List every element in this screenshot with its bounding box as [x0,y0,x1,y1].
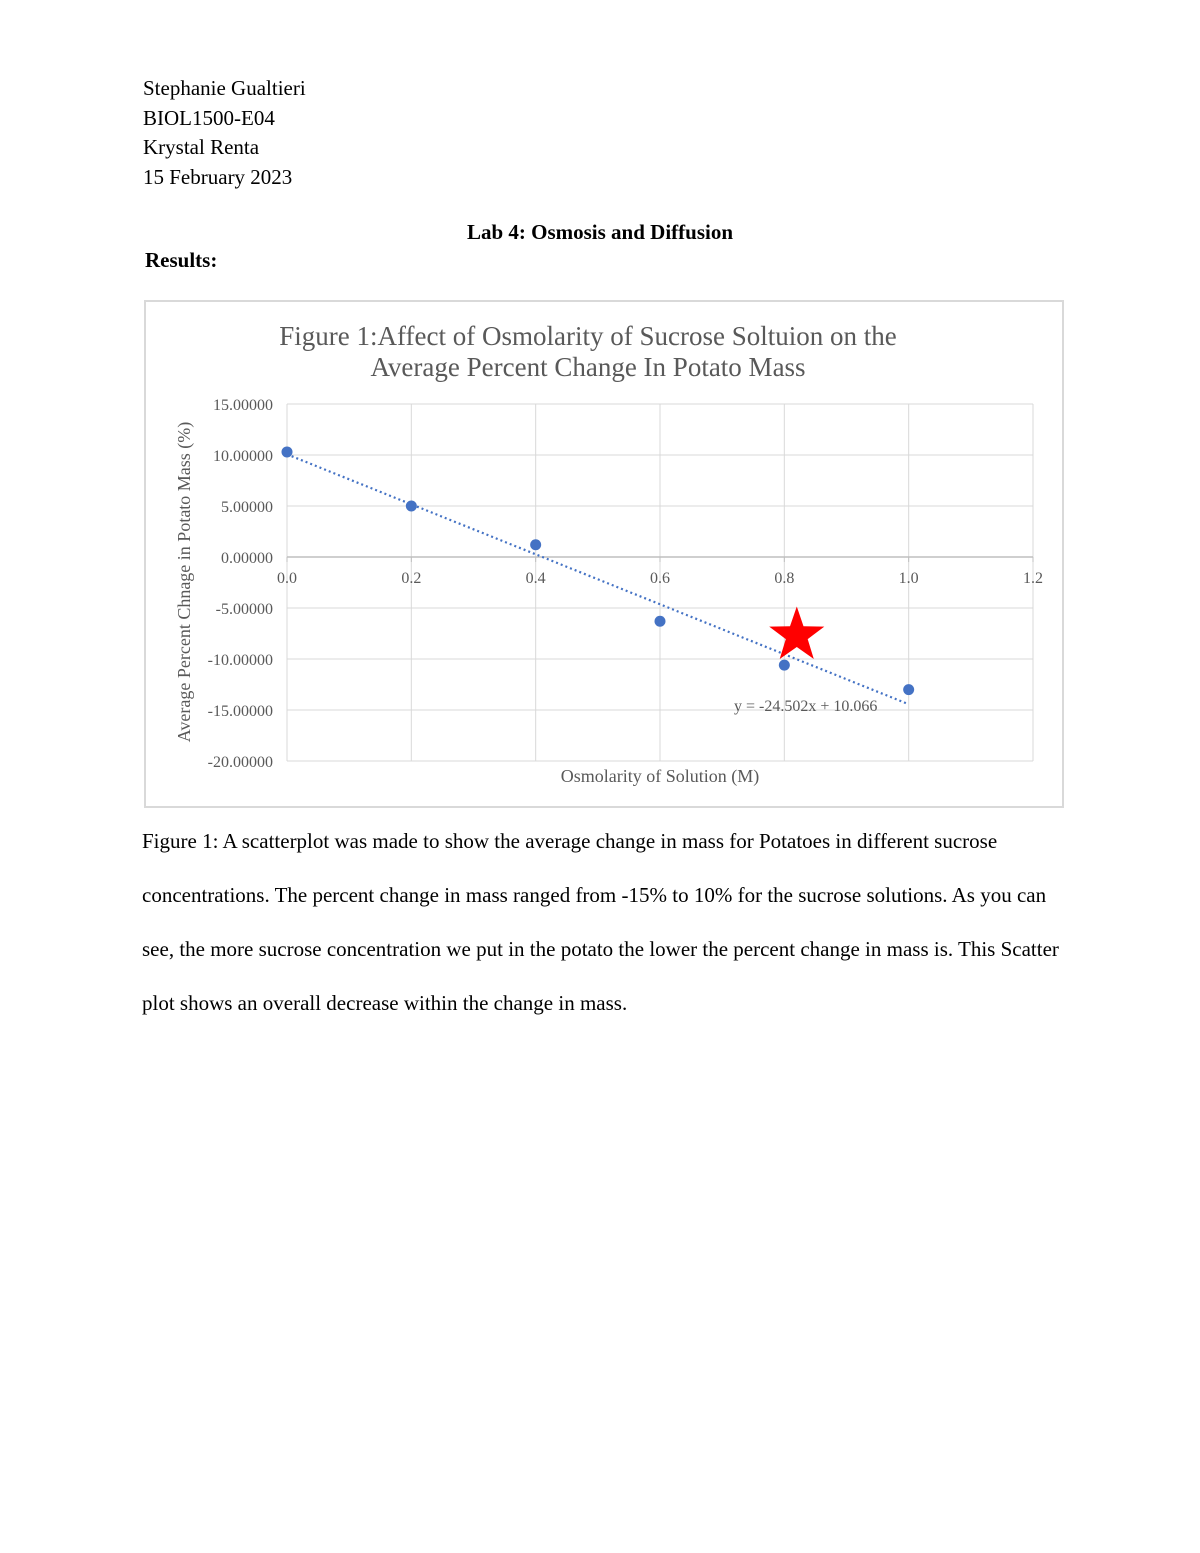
author-name: Stephanie Gualtieri [143,76,306,100]
x-tick-label: 0.0 [277,570,297,587]
instructor-name: Krystal Renta [143,135,260,159]
data-point [530,539,541,550]
chart-axes [208,397,1043,771]
trendline [287,454,909,704]
y-axis-label: Average Percent Chnage in Potato Mass (%) [174,421,194,743]
y-tick-label: 5.00000 [221,499,273,516]
data-point [903,684,914,695]
data-point [282,446,293,457]
chart-points [282,446,915,695]
star-icon [769,607,824,660]
x-tick-label: 0.4 [525,570,546,587]
data-point [655,616,666,627]
x-tick-label: 1.2 [1023,570,1043,587]
y-tick-label: 15.00000 [213,397,273,414]
y-tick-label: 10.00000 [213,448,273,465]
chart-frame [144,300,1064,808]
data-point [779,660,790,671]
scatter-chart [146,302,1062,806]
x-axis-label: Osmolarity of Solution (M) [560,766,760,786]
chart-annotations [769,607,824,660]
x-tick-label: 0.8 [774,570,795,587]
trendline-equation: y = -24.502x + 10.066 [734,698,878,715]
results-heading: Results: [145,248,218,272]
course-code: BIOL1500-E04 [143,105,275,130]
figure-caption: Figure 1: A scatterplot was made to show the average change in mass for Potatoes in different sucrose concentrations. The percent change in mass ranged from -15% to 10% for the sucrose solutions. As you can see, the more sucrose concentration we put in the potato the lower the percent change in mass is. This Scatter plot shows an overall decrease within the change in mass. [142,829,1059,1015]
y-tick-label: 0.00000 [221,550,273,567]
lab-title: Lab 4: Osmosis and Diffusion [466,220,734,244]
x-tick-label: 1.0 [898,570,919,587]
y-tick-label: -15.00000 [207,703,273,720]
y-tick-label: -5.00000 [215,601,273,618]
chart-title-line-2: Average Percent Change In Potato Mass [370,352,806,382]
x-tick-label: 0.6 [650,570,670,587]
document-date: 15 February 2023 [143,164,293,189]
chart-title-line-1: Figure 1:Affect of Osmolarity of Sucrose Soltuion on the [279,321,897,351]
y-tick-label: -10.00000 [207,652,273,669]
document-header [143,74,306,192]
x-tick-label: 0.2 [401,570,422,587]
data-point [406,501,417,512]
chart-trendline-group [287,454,909,704]
y-tick-label: -20.00000 [207,754,273,771]
